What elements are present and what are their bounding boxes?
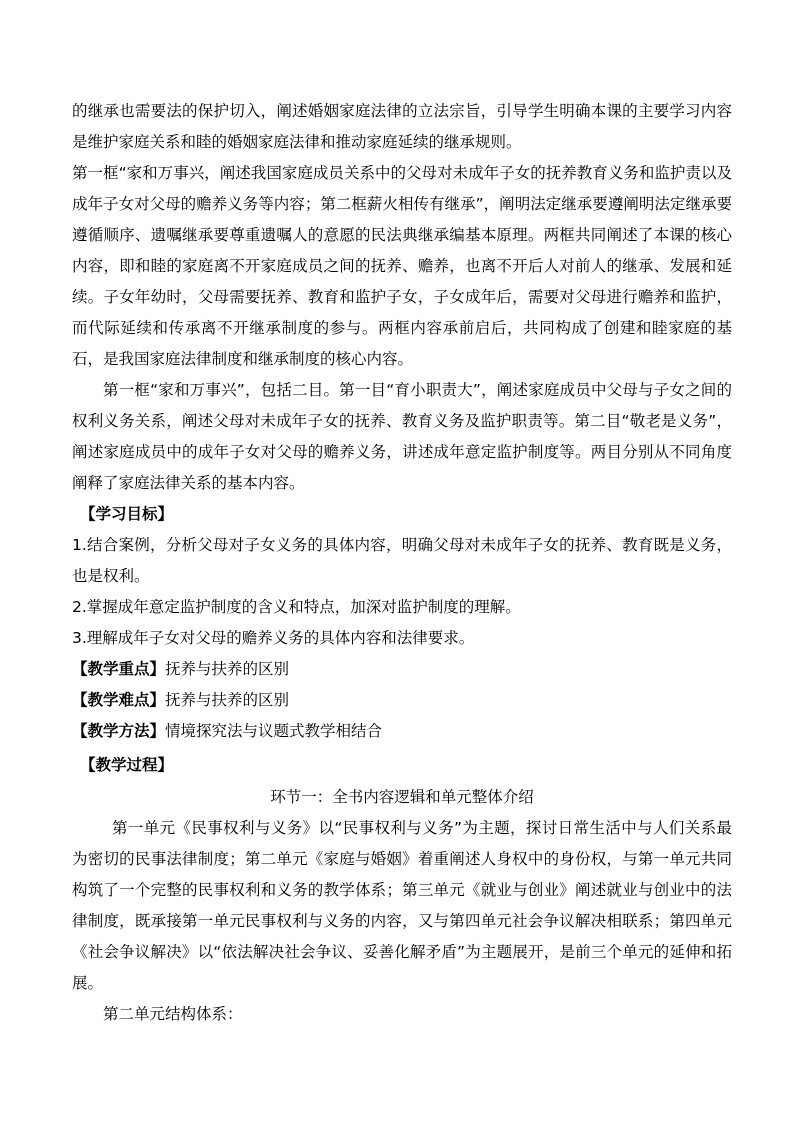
difficulty-text: 抚养与扶养的区别 <box>165 691 290 709</box>
key-point-line <box>72 654 289 685</box>
paragraph-first-frame: 第一框“家和万事兴”，包括二目。第一目“育小职责大”，阐述家庭成员中父母与子女之间的权利义务关系，阐述父母对未成年子女的抚养、教育义务及监护职责等。第二目“敬老是义务”，阐述家庭成员中的成年子女对父母的赡养义务，讲述成年意定监护制度等。两目分别从不同角度阐释了家庭法律关系的基本内容。 <box>72 381 732 492</box>
paragraph-units-overview: 第一单元《民事权利与义务》以“民事权利与义务”为主题，探讨日常生活中与人们关系最为密切的民事法律制度；第二单元《家庭与婚姻》着重阐述人身权中的身份权，与第一单元共同构筑了一个完整的民事权利和义务的教学体系；第三单元《就业与创业》阐述就业与创业中的法律制度，既承接第一单元民事权利与义务的内容，又与第四单元社会争议解决相联系；第四单元《社会争议解决》以“依法解决社会争议、妥善化解矛盾”为主题展开，是前三个单元的延伸和拓展。 <box>72 819 732 992</box>
difficulty-line <box>72 685 289 716</box>
key-point-label: 【教学重点】 <box>72 660 166 678</box>
method-line <box>72 716 382 747</box>
key-point-text: 抚养与扶养的区别 <box>165 660 290 678</box>
section-title: 环节一：全书内容逻辑和单元整体介绍 <box>270 788 534 806</box>
method-label: 【教学方法】 <box>72 722 166 740</box>
objective-item-2: 2.掌握成年意定监护制度的含义和特点，加深对监护制度的理解。 <box>72 598 521 616</box>
intro-paragraph-continuation: 的继承也需要法的保护切入，阐述婚姻家庭法律的立法宗旨，引导学生明确本课的主要学习内容是维护家庭关系和睦的婚姻家庭法律和推动家庭延续的继承规则。 <box>72 102 732 151</box>
paragraph-unit2-structure: 第二单元结构体系： <box>103 1005 243 1023</box>
difficulty-label: 【教学难点】 <box>72 691 166 709</box>
teaching-process-heading: 【教学过程】 <box>80 756 174 774</box>
objective-item-3: 3.理解成年子女对父母的赡养义务的具体内容和法律要求。 <box>72 629 475 647</box>
objective-item-1: 1.结合案例，分析父母对子女义务的具体内容，明确父母对未成年子女的抚养、教育既是义务，也是权利。 <box>72 536 732 585</box>
method-text: 情境探究法与议题式教学相结合 <box>165 722 383 740</box>
paragraph-frame-overview: 第一框“家和万事兴，阐述我国家庭成员关系中的父母对未成年子女的抚养教育义务和监护责以及成年子女对父母的赡养义务等内容；第二框薪火相传有继承”，阐明法定继承要遵阐明法定继承要遵循顺序、遗嘱继承要尊重遗嘱人的意愿的民法典继承编基本原理。两框共同阐述了本课的核心内容，即和睦的家庭离不开家庭成员之间的抚养、赡养，也离不开后人对前人的继承、发展和延续。子女年幼时，父母需要抚养、教育和监护子女，子女成年后，需要对父母进行赡养和监护，而代际延续和传承离不开继承制度的参与。两框内容承前启后，共同构成了创建和睦家庭的基石，是我国家庭法律制度和继承制度的核心内容。 <box>72 164 732 368</box>
learning-objectives-heading: 【学习目标】 <box>80 505 174 523</box>
